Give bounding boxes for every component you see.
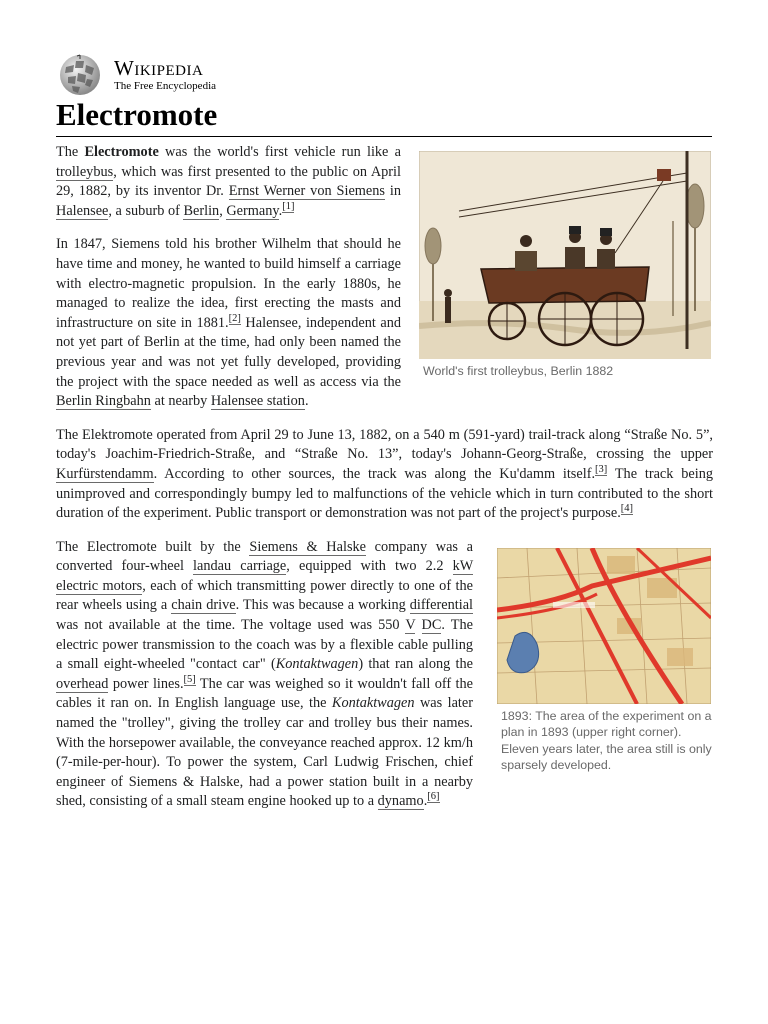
wikipedia-wordmark: Wikipedia xyxy=(114,56,204,80)
link-germany[interactable]: Germany xyxy=(226,202,279,219)
link-landau-carriage[interactable]: landau carriage xyxy=(193,558,287,575)
article-body xyxy=(56,143,713,826)
paragraph-history: In 1847, Siemens told his brother Wilhelm that should he have time and money, he wanted to build himself a carriage with electro-magnetic propulsion. In the early 1880s, he managed to realize the idea, first erecting the masts and infrastructure on site in 1881.[2] Halensee, independent and not yet part of Berlin at the time, had only been named the previous year and was not yet fully developed, providing the project with the space needed as well as access via the Berlin Ringbahn at nearby Halensee station. xyxy=(56,236,402,410)
figure-caption: World's first trolleybus, Berlin 1882 xyxy=(423,364,614,378)
article-subject-bold: Electromote xyxy=(84,144,159,160)
paragraph-technical: The Electromote built by the Siemens & Halske company was a converted four-wheel landau carriage, equipped with two 2.2 kW electric motors, each of which transmitting power directly to one of the rear wheels using a chain drive. This was because a working differential was not available at the time. The voltage used was 550 V DC. The electric power transmission to the coach was by a flexible cable pulling a small eight-wheeled "contact car" (Kontaktwagen) that ran along the overhead power lines.[5] The car was weighed so it wouldn't fall off the cables it ran on. In English language use, the Kontaktwagen was later named the "trolley", giving the trolley car and trolley bus their names. With the horsepower available, the conveyance reached approx. 12 km/h (7-mile-per-hour). To power the system, Carl Ludwig Frischen, chief engineer of Siemens & Halske, had a power station built in a nearby shed, consisting of a small steam engine hooked up to a dynamo.[6] xyxy=(56,538,474,810)
link-electric-motors[interactable]: electric motors xyxy=(56,577,143,594)
link-trolleybus[interactable]: trolleybus xyxy=(56,163,114,180)
link-chain-drive[interactable]: chain drive xyxy=(171,597,236,614)
paragraph-intro: The Electromote was the world's first vehicle run like a trolleybus, which was first presented to the public on April 29, 1882, by its inventor Dr. Ernst Werner von Siemens in Halensee, a suburb of Berlin, Germany.[1] xyxy=(56,144,401,219)
reference-4[interactable]: [4] xyxy=(620,503,634,515)
reference-3[interactable]: [3] xyxy=(595,463,608,475)
paragraph-operation: The Elektromote operated from April 29 to June 13, 1882, on a 540 m (591-yard) trail-track along “Straße No. 5”, today's Joachim-Friedrich-Straße, and “Straße No. 13”, today's Johann-Georg-Straße, crossing the upper Kurfürstendamm. According to other sources, the track was along the Ku'damm itself.[3] The track being unimproved and correspondingly bumpy led to malfunctions of the vehicle which in turn contributed to the short duration of the experiment. Public transport or demonstration was not part of the project's purpose.[4] xyxy=(56,426,713,522)
wikipedia-tagline: The Free Encyclopedia xyxy=(114,80,217,92)
map-1893-image[interactable] xyxy=(497,548,711,704)
link-ernst-werner-von-siemens[interactable]: Ernst Werner von Siemens xyxy=(228,183,385,200)
link-kurfurstendamm[interactable]: Kurfürstendamm xyxy=(56,465,154,482)
link-volt[interactable]: V xyxy=(405,617,416,634)
figure-map-1893 xyxy=(497,548,713,774)
link-halensee-station[interactable]: Halensee station xyxy=(210,393,305,410)
wikipedia-globe-logo xyxy=(56,53,104,97)
page-title: Electromote xyxy=(56,96,712,137)
reference-6[interactable]: [6] xyxy=(427,791,440,803)
link-differential[interactable]: differential xyxy=(409,597,474,614)
figure-caption: 1893: The area of the experiment on a plan in 1893 (upper right corner). Eleven years later, the area still is only sparsely developed. xyxy=(501,708,712,773)
reference-1[interactable]: [1] xyxy=(282,200,295,212)
link-overhead[interactable]: overhead xyxy=(56,675,109,692)
link-halensee[interactable]: Halensee xyxy=(56,202,109,219)
link-siemens-halske[interactable]: Siemens & Halske xyxy=(249,538,367,555)
link-dynamo[interactable]: dynamo xyxy=(377,793,424,810)
link-berlin[interactable]: Berlin xyxy=(183,202,220,219)
figure-trolleybus xyxy=(419,151,713,380)
trolleybus-engraving-image[interactable] xyxy=(419,151,711,359)
link-kw[interactable]: kW xyxy=(452,558,473,575)
link-berlin-ringbahn[interactable]: Berlin Ringbahn xyxy=(56,393,151,410)
link-dc[interactable]: DC xyxy=(421,617,442,634)
reference-2[interactable]: [2] xyxy=(228,312,241,324)
reference-5[interactable]: [5] xyxy=(183,673,196,685)
